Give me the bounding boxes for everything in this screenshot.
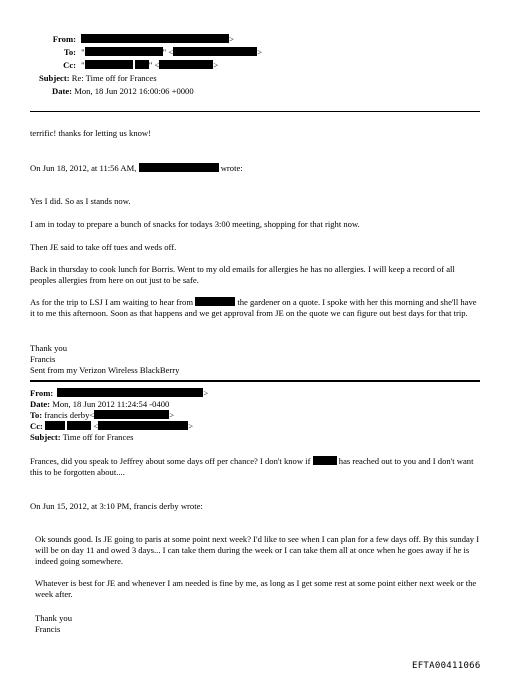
date-row <box>52 86 194 97</box>
redaction-box <box>139 163 219 172</box>
from-label: From: <box>52 34 76 44</box>
cc-label: Cc: <box>63 60 76 70</box>
quote2-name: Francis <box>35 624 61 634</box>
subject-label: Subject: <box>39 73 70 83</box>
date-label: Date: <box>30 399 51 409</box>
quote-attribution: On Jun 18, 2012, at 11:56 AM, wrote: <box>30 163 243 173</box>
date-value: Mon, 18 Jun 2012 11:24:54 -0400 <box>52 399 170 409</box>
quote-line-3: Then JE said to take off tues and weds off. <box>30 242 177 252</box>
redaction-box <box>81 34 229 43</box>
quote2-paragraph-1: Ok sounds good. Is JE going to paris at some point next week? I'd like to see when I can plan for a few days off. By this sunday I will be on day 11 and owed 3 days... I can take them during the week or I can take them all at once when he goes away if he is indeed going somewhere. <box>35 534 480 566</box>
redaction-box <box>57 388 203 397</box>
quote-line-1: Yes I did. So as I stands now. <box>30 196 131 206</box>
header-divider <box>30 111 480 112</box>
redaction-box <box>173 47 257 56</box>
date-row-2 <box>30 399 169 410</box>
quote-attribution-2: On Jun 15, 2012, at 3:10 PM, francis derby wrote: <box>30 501 203 511</box>
redaction-box <box>135 60 149 69</box>
redaction-box <box>313 456 337 465</box>
quote-trip-paragraph: As for the trip to LSJ I am waiting to hear from the gardener on a quote. I spoke with her this morning and she'll have it to me this afternoon. Soon as that happens and we get approval from JE on the quote we can figure out best days for that trip. <box>30 297 477 318</box>
from-row: From: > <box>52 34 235 44</box>
from-row-2: From: > <box>30 388 209 398</box>
signature-name: Francis <box>30 354 56 364</box>
redaction-box <box>98 421 188 430</box>
redaction-box <box>85 60 133 69</box>
subject-value: Re: Time off for Frances <box>71 73 157 83</box>
subject-row-2 <box>30 432 133 443</box>
date-label: Date: <box>52 86 73 96</box>
cc-row-2: Cc: < > <box>30 421 194 431</box>
quote-line-4: Back in thursday to cook lunch for Borris. Went to my old emails for allergies he has no allergies. I will keep a record of all peoples allergies from here on out just to be safe. <box>30 264 455 285</box>
date-value: Mon, 18 Jun 2012 16:00:06 +0000 <box>74 86 194 96</box>
to-label: To: <box>30 410 43 420</box>
redaction-box <box>159 60 213 69</box>
signature-sent: Sent from my Verizon Wireless BlackBerry <box>30 365 180 375</box>
redaction-box <box>67 421 91 430</box>
subject-value: Time off for Frances <box>62 432 134 442</box>
to-label: To: <box>63 47 76 57</box>
redaction-box <box>45 421 65 430</box>
reply-text: terrific! thanks for letting us know! <box>30 128 151 138</box>
redaction-box <box>94 410 169 419</box>
cc-label: Cc: <box>30 421 43 431</box>
quote2-paragraph-2: Whatever is best for JE and whenever I am needed is fine by me, as long as I get some rest at some point either next week or the week after. <box>35 578 477 599</box>
redaction-box <box>195 297 235 306</box>
quote2-thanks: Thank you <box>35 613 72 623</box>
message-paragraph: Frances, did you speak to Jeffrey about some days off per chance? I don't know if has reached out to you and I don't want this to be forgotten about.... <box>30 456 474 477</box>
signature-thanks: Thank you <box>30 343 67 353</box>
from-label: From: <box>30 388 54 398</box>
redaction-box <box>85 47 163 56</box>
to-row-2: To: francis derby< > <box>30 410 175 420</box>
quote-line-2: I am in today to prepare a bunch of snacks for todays 3:00 meeting, shopping for that right now. <box>30 219 360 229</box>
document-id: EFTA00411066 <box>412 661 481 671</box>
subject-row <box>39 73 157 84</box>
to-row: To: " " < > <box>52 47 262 58</box>
subject-label: Subject: <box>30 432 61 442</box>
cc-row: Cc: " " < > <box>52 60 218 71</box>
to-name: francis derby< <box>44 410 95 420</box>
quote-divider <box>30 380 480 382</box>
